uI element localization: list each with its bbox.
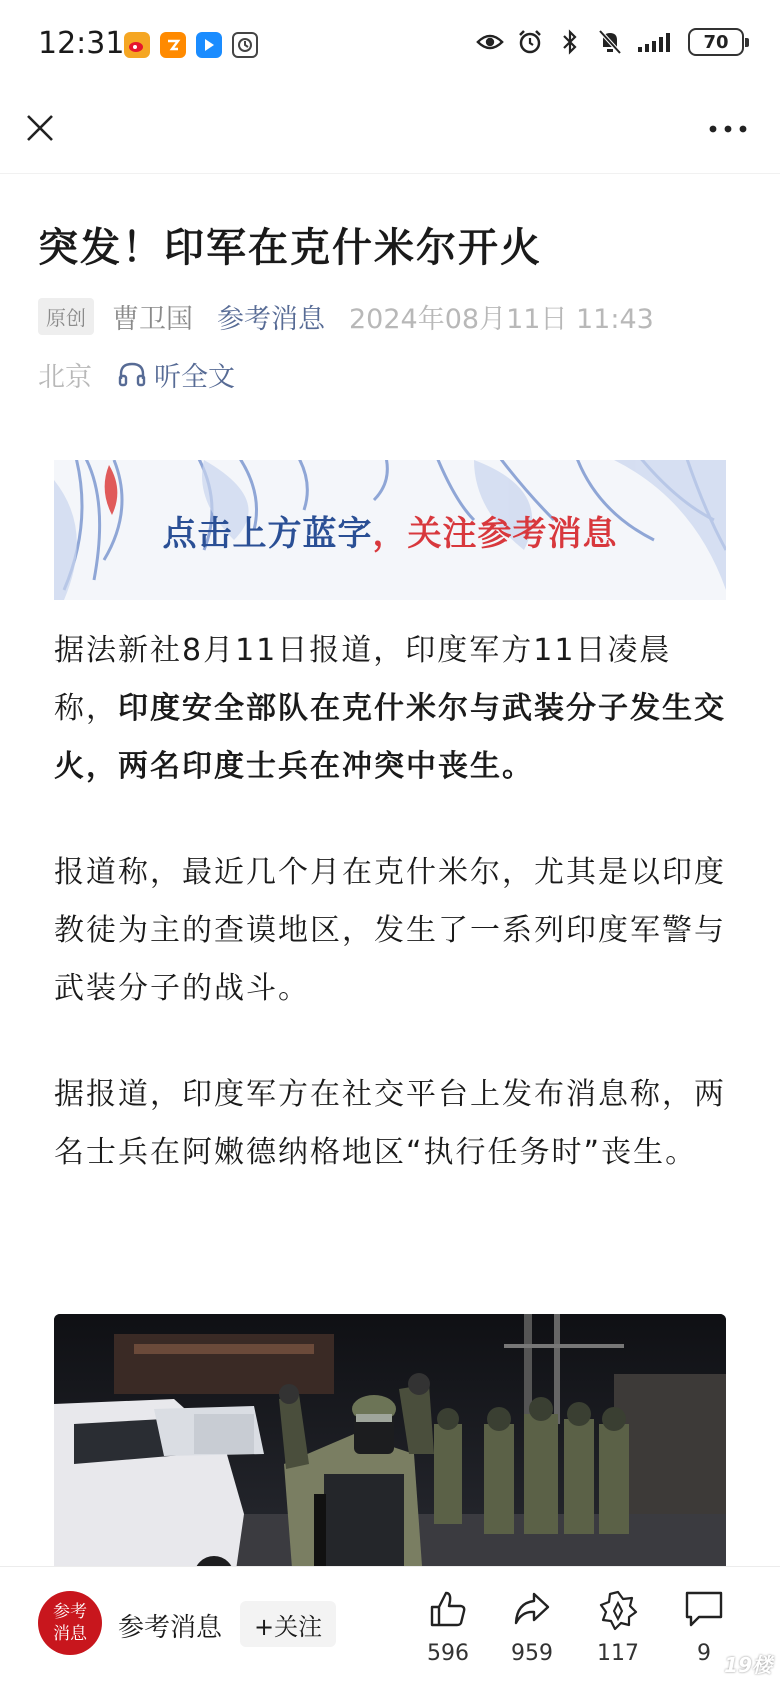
taobao-icon <box>160 32 186 58</box>
account-avatar[interactable] <box>38 1591 102 1655</box>
article-meta <box>38 296 654 336</box>
original-badge: 原创 <box>38 298 94 335</box>
wow-icon <box>597 1589 639 1631</box>
source-link[interactable]: 参考消息 <box>217 303 325 335</box>
paragraph-2: 报道称，最近几个月在克什米尔，尤其是以印度教徒为主的查谟地区，发生了一系列印度军警与武装分子的战斗。 <box>54 855 726 1006</box>
eye-icon <box>476 28 504 56</box>
location: 北京 <box>38 361 92 393</box>
article-body[interactable] <box>0 174 780 1566</box>
share-arrow-icon <box>512 1589 552 1629</box>
close-icon <box>25 113 55 143</box>
status-app-icons <box>124 32 258 58</box>
soldiers-photo <box>54 1314 726 1566</box>
article-title: 突发！印军在克什米尔开火 <box>38 225 542 271</box>
share-button[interactable] <box>492 1589 572 1666</box>
paragraph-1-lead: 据法新社8月11日报道，印度军方11日凌晨称， <box>54 633 672 726</box>
tencent-video-icon <box>196 32 222 58</box>
battery-indicator: 70 <box>688 28 744 56</box>
comment-icon <box>683 1589 725 1629</box>
paragraph-1-bold: 印度安全部队在克什米尔与武装分子发生交火，两名印度士兵在冲突中丧生。 <box>54 691 726 784</box>
banner-red-text: 关注参考消息 <box>407 514 618 554</box>
follow-button[interactable] <box>240 1601 336 1647</box>
follow-banner[interactable] <box>54 460 726 600</box>
banner-blue-text: 点击上方蓝字 <box>162 514 373 554</box>
status-time: 12:31 <box>38 26 125 61</box>
bottom-action-bar <box>0 1566 780 1684</box>
like-count: 596 <box>427 1641 469 1666</box>
share-count: 959 <box>511 1641 553 1666</box>
more-dots-icon <box>708 124 748 134</box>
wow-button[interactable] <box>578 1589 658 1666</box>
listen-button[interactable] <box>118 355 235 394</box>
comment-count: 9 <box>697 1641 711 1666</box>
listen-label: 听全文 <box>154 361 235 393</box>
banner-comma: ， <box>372 514 408 554</box>
settings-app-icon <box>232 32 258 58</box>
status-system-icons <box>476 28 744 56</box>
article-meta-row2 <box>38 354 235 394</box>
bluetooth-icon <box>556 28 584 56</box>
banner-text <box>54 506 726 555</box>
account-name[interactable]: 参考消息 <box>118 1613 223 1643</box>
headphones-icon <box>118 361 146 387</box>
article-photo[interactable] <box>54 1314 726 1566</box>
weibo-icon <box>124 32 150 58</box>
mute-bell-icon <box>596 28 624 56</box>
signal-icon <box>636 28 676 56</box>
like-button[interactable] <box>408 1589 488 1666</box>
nav-bar <box>0 92 780 174</box>
close-button[interactable] <box>20 108 60 148</box>
watermark: 19楼 <box>724 1653 772 1677</box>
author-name: 曹卫国 <box>112 303 193 335</box>
status-bar <box>0 0 780 92</box>
paragraph-3: 据报道，印度军方在社交平台上发布消息称，两名士兵在阿嫩德纳格地区“执行任务时”丧生。 <box>54 1077 726 1170</box>
wow-count: 117 <box>597 1641 639 1666</box>
paragraph-1 <box>54 622 726 796</box>
alarm-icon <box>516 28 544 56</box>
more-button[interactable] <box>706 114 750 144</box>
account-avatar-text: 参考消息 <box>53 1602 87 1644</box>
follow-label: +关注 <box>254 1612 323 1641</box>
publish-datetime: 2024年08月11日 11:43 <box>349 303 654 335</box>
thumbs-up-icon <box>428 1589 468 1629</box>
